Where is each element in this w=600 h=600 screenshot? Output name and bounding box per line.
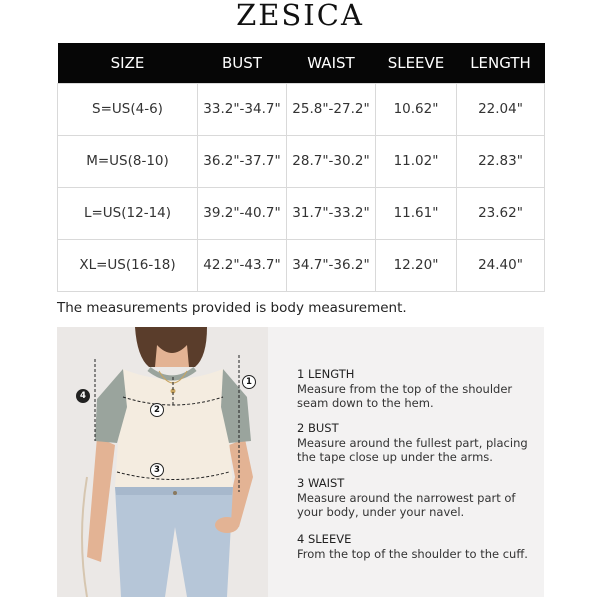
table-row: [58, 187, 545, 239]
cell-bust: 42.2"-43.7": [198, 239, 287, 291]
cell-sleeve: 11.02": [376, 135, 457, 187]
length-title: 1 LENGTH: [297, 367, 355, 381]
top-body-shape: [115, 369, 233, 491]
waist-description: [297, 476, 537, 520]
waist-title: 3 WAIST: [297, 476, 345, 490]
header-length: LENGTH: [457, 43, 545, 83]
sleeve-title: 4 SLEEVE: [297, 532, 352, 546]
bust-text: Measure around the fullest part, placing the tape close up under the arms.: [297, 435, 528, 464]
marker-sleeve-badge: 4: [76, 389, 90, 403]
cell-length: 22.04": [457, 83, 545, 135]
marker-length-badge: 1: [242, 375, 256, 389]
table-row: [58, 239, 545, 291]
cell-size: M=US(8-10): [58, 135, 198, 187]
marker-waist-badge: 3: [150, 463, 164, 477]
marker-bust-badge: 2: [150, 403, 164, 417]
jeans-shape: [115, 487, 233, 597]
header-bust: BUST: [198, 43, 287, 83]
size-chart-table: [57, 43, 545, 292]
cell-length: 22.83": [457, 135, 545, 187]
cell-size: L=US(12-14): [58, 187, 198, 239]
table-row: [58, 135, 545, 187]
cell-waist: 25.8"-27.2": [287, 83, 376, 135]
sleeve-text: From the top of the shoulder to the cuff.: [297, 546, 528, 561]
cell-size: XL=US(16-18): [58, 239, 198, 291]
model-illustration: [57, 327, 268, 597]
cell-bust: 39.2"-40.7": [198, 187, 287, 239]
sleeve-description: [297, 532, 537, 561]
header-size: SIZE: [58, 43, 198, 83]
cell-size: S=US(4-6): [58, 83, 198, 135]
cell-sleeve: 12.20": [376, 239, 457, 291]
cell-length: 23.62": [457, 187, 545, 239]
header-sleeve: SLEEVE: [376, 43, 457, 83]
brand-logo: ZESICA: [236, 0, 364, 32]
cell-waist: 34.7"-36.2": [287, 239, 376, 291]
cell-bust: 33.2"-34.7": [198, 83, 287, 135]
header-waist: WAIST: [287, 43, 376, 83]
bust-description: [297, 421, 537, 465]
length-text: Measure from the top of the shoulder seam down to the hem.: [297, 381, 513, 410]
cell-sleeve: 10.62": [376, 83, 457, 135]
cell-waist: 31.7"-33.2": [287, 187, 376, 239]
bust-title: 2 BUST: [297, 421, 339, 435]
cell-waist: 28.7"-30.2": [287, 135, 376, 187]
table-row: [58, 83, 545, 135]
cell-bust: 36.2"-37.7": [198, 135, 287, 187]
cell-sleeve: 11.61": [376, 187, 457, 239]
model-photo: [57, 327, 268, 597]
waist-text: Measure around the narrowest part of your body, under your navel.: [297, 490, 516, 519]
cell-length: 24.40": [457, 239, 545, 291]
length-description: [297, 367, 537, 411]
measurement-note: The measurements provided is body measurement.: [57, 300, 407, 316]
table-header-row: [58, 43, 545, 83]
